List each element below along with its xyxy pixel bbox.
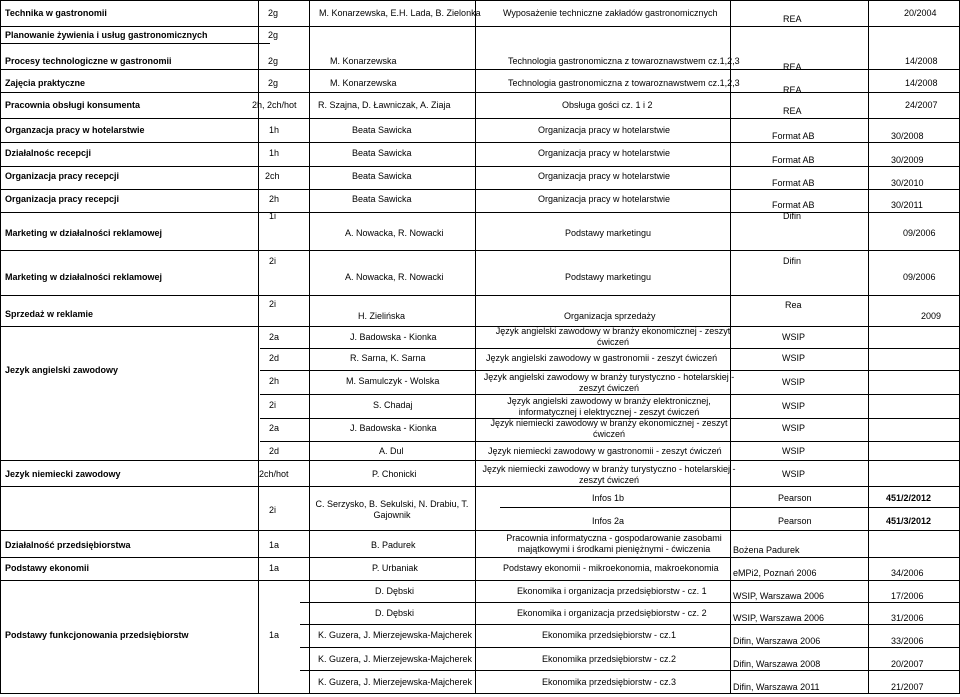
rule [0,693,960,694]
authors-cell: J. Badowska - Kionka [350,332,437,342]
publisher-cell: Difin, Warszawa 2006 [733,636,821,646]
title-cell: Organizacja pracy w hotelarstwie [538,194,671,204]
title-cell: Podstawy ekonomii - mikroekonomia, makroekonomia [503,563,719,573]
number-cell: 24/2007 [905,100,938,110]
authors-cell: D. Dębski [375,586,415,596]
number-cell: 2009 [921,311,942,321]
title-cell: Organizacja sprzedaży [564,311,656,321]
publisher-cell: Difin [783,256,802,266]
publisher-cell: WSIP [782,401,806,411]
title-cell: Język angielski zawodowy w branży elektronicznej, informatycznej i elektrycznej - zeszyt ćwiczeń [507,396,711,417]
publisher-cell: Format AB [772,131,815,141]
hours-cell: 2d [269,353,280,363]
rule [0,580,960,581]
rule [0,212,960,213]
hours-cell: 2g [268,30,279,40]
subject-cell: Podstawy funkcjonowania przedsiębiorstw [5,630,189,640]
title-cell: Infos 1b [592,493,625,503]
subject-cell: Procesy technologiczne w gastronomii [5,56,172,66]
number-cell: 09/2006 [903,272,936,282]
authors-cell: K. Guzera, J. Mierzejewska-Majcherek [318,630,473,640]
title-cell: Ekonomika i organizacja przedsiębiorstw - cz. 2 [517,608,707,618]
authors-cell: M. Konarzewska [330,78,397,88]
hours-cell: 1h [269,148,280,158]
title-cell: Ekonomika przedsiębiorstw - cz.2 [542,654,677,664]
authors-cell: P. Urbaniak [372,563,418,573]
title-cell: Język angielski zawodowy w branży turystyczno - hotelarskiej - zeszyt ćwiczeń [483,372,735,393]
publisher-cell: Difin, Warszawa 2011 [733,682,820,692]
authors-cell: M. Konarzewska, E.H. Lada, B. Zielonka [319,8,481,18]
hours-cell: 1a [269,630,280,640]
number-cell: 30/2010 [891,178,924,188]
title-cell: Język angielski zawodowy w branży ekonomicznej - zeszyt ćwiczeń [495,326,731,347]
subject-cell: Działalność przedsiębiorstwa [5,540,131,550]
authors-cell: B. Padurek [371,540,416,550]
title-cell: Język niemiecki zawodowy w gastronomii - zeszyt ćwiczeń [488,446,722,456]
hours-cell: 2i [269,299,277,309]
subject-cell: Jezyk niemiecki zawodowy [5,469,121,479]
rule [260,441,960,442]
publisher-cell: WSIP [782,353,806,363]
subject-cell: Planowanie żywienia i usług gastronomicznych [5,30,208,40]
title-cell: Ekonomika przedsiębiorstw - cz.3 [542,677,677,687]
rule [300,670,960,671]
rule [0,250,960,251]
number-cell: 31/2006 [891,613,924,623]
authors-cell: J. Badowska - Kionka [350,423,437,433]
publisher-cell: WSIP [782,377,806,387]
hours-cell: 2h, 2ch/hot [252,100,297,110]
rule [0,189,960,190]
title-cell: Język niemiecki zawodowy w branży ekonomicznej - zeszyt ćwiczeń [490,418,728,439]
rule [0,486,960,487]
title-cell: Ekonomika i organizacja przedsiębiorstw - cz. 1 [517,586,707,596]
authors-cell: Beata Sawicka [352,194,412,204]
publisher-cell: Rea [785,300,802,310]
publisher-cell: WSIP, Warszawa 2006 [733,591,825,601]
title-cell: Język niemiecki zawodowy w branży turystyczno - hotelarskiej - zeszyt ćwiczeń [482,464,736,485]
publisher-cell: REA [783,62,802,72]
title-cell: Podstawy marketingu [565,272,652,282]
hours-cell: 2h [269,194,280,204]
number-cell: 14/2008 [905,56,938,66]
publisher-cell: Bożena Padurek [733,545,800,555]
title-cell: Organizacja pracy w hotelarstwie [538,171,671,181]
number-cell: 30/2008 [891,131,924,141]
authors-cell: H. Zielińska [358,311,406,321]
rule [0,326,960,327]
rule [0,26,960,27]
publisher-cell: WSIP [782,423,806,433]
subject-cell: Marketing w działalności reklamowej [5,228,163,238]
publisher-cell: REA [783,106,802,116]
authors-cell: Beata Sawicka [352,125,412,135]
rule [300,624,960,625]
number-cell: 30/2011 [891,200,923,210]
rule [0,557,960,558]
number-cell: 30/2009 [891,155,924,165]
subject-cell: Technika w gastronomii [5,8,107,18]
rule [0,295,960,296]
hours-cell: 2g [268,8,279,18]
rule [475,0,476,694]
title-cell: Obsługa gości cz. 1 i 2 [562,100,653,110]
hours-cell: 2i [269,505,277,515]
title-cell: Wyposażenie techniczne zakładów gastronomicznych [503,8,718,18]
subject-cell: Organzacja pracy w hotelarstwie [5,125,145,135]
title-cell: Technologia gastronomiczna z towaroznawstwem cz.1,2,3 [508,56,740,66]
hours-cell: 2g [268,78,279,88]
rule [0,530,960,531]
authors-cell: R. Szajna, D. Ławniczak, A. Ziaja [318,100,451,110]
hours-cell: 2a [269,423,280,433]
rule [0,118,960,119]
title-cell: Pracownia informatyczna - gospodarowanie zasobami majątkowymi i środkami pieniężnymi - ćwiczenia [506,533,722,554]
publisher-cell: Format AB [772,178,815,188]
publisher-cell: Difin, Warszawa 2008 [733,659,821,669]
subject-cell: Organizacja pracy recepcji [5,171,120,181]
number-cell: 451/3/2012 [886,516,932,526]
authors-cell: A. Nowacka, R. Nowacki [345,272,444,282]
subject-cell: Pracownia obsługi konsumenta [5,100,141,110]
rule [868,0,869,694]
hours-cell: 2g [268,56,279,66]
number-cell: 09/2006 [903,228,936,238]
title-cell: Ekonomika przedsiębiorstw - cz.1 [542,630,677,640]
number-cell: 17/2006 [891,591,924,601]
publisher-cell: Format AB [772,200,815,210]
rule [0,460,960,461]
rule [0,92,960,93]
number-cell: 20/2004 [904,8,937,18]
rule [0,69,960,70]
title-cell: Podstawy marketingu [565,228,652,238]
title-cell: Infos 2a [592,516,625,526]
authors-cell: Beata Sawicka [352,171,412,181]
authors-cell: A. Nowacka, R. Nowacki [345,228,444,238]
number-cell: 451/2/2012 [886,493,932,503]
hours-cell: 2a [269,332,280,342]
publisher-cell: WSIP [782,446,806,456]
subject-cell: Podstawy ekonomii [5,563,90,573]
subject-cell: Zajęcia praktyczne [5,78,86,88]
subject-cell: Organizacja pracy recepcji [5,194,120,204]
subject-cell: Marketing w działalności reklamowej [5,272,163,282]
title-cell: Organizacja pracy w hotelarstwie [538,125,671,135]
number-cell: 33/2006 [891,636,924,646]
title-cell: Technologia gastronomiczna z towaroznawstwem cz.1,2,3 [508,78,740,88]
authors-cell: R. Sarna, K. Sarna [350,353,426,363]
publisher-cell: Pearson [778,516,812,526]
rule [309,0,310,694]
authors-cell: K. Guzera, J. Mierzejewska-Majcherek [318,654,473,664]
authors-cell: M. Samulczyk - Wolska [346,376,440,386]
number-cell: 14/2008 [905,78,938,88]
authors-cell: K. Guzera, J. Mierzejewska-Majcherek [318,677,473,687]
publisher-cell: REA [783,85,802,95]
title-cell: Język angielski zawodowy w gastronomii - zeszyt ćwiczeń [486,353,718,363]
subject-cell: Sprzedaż w reklamie [5,309,94,319]
rule [0,0,960,1]
rule [260,370,960,371]
authors-cell: P. Chonicki [372,469,417,479]
subject-cell: Jezyk angielski zawodowy [5,365,119,375]
authors-cell: A. Dul [379,446,404,456]
title-cell: Organizacja pracy w hotelarstwie [538,148,671,158]
hours-cell: 2d [269,446,280,456]
hours-cell: 2i [269,256,277,266]
hours-cell: 2i [269,400,277,410]
hours-cell: 1a [269,540,280,550]
publisher-cell: Format AB [772,155,815,165]
rule [0,142,960,143]
publisher-cell: WSIP [782,469,806,479]
subject-cell: Działalnośc recepcji [5,148,92,158]
authors-cell: D. Dębski [375,608,415,618]
publisher-cell: eMPi2, Poznań 2006 [733,568,817,578]
authors-cell: S. Chadaj [373,400,413,410]
publisher-cell: WSIP, Warszawa 2006 [733,613,825,623]
hours-cell: 1h [269,125,280,135]
hours-cell: 2h [269,376,280,386]
rule [260,348,960,349]
rule [0,0,1,694]
authors-cell: C. Serzysko, B. Sekulski, N. Drabiu, T. Gajownik [315,499,469,520]
hours-cell: 2ch/hot [259,469,289,479]
number-cell: 21/2007 [891,682,924,692]
publisher-cell: Difin [783,211,802,221]
hours-cell: 1i [269,211,277,221]
authors-cell: M. Konarzewska [330,56,397,66]
rule [300,647,960,648]
authors-cell: Beata Sawicka [352,148,412,158]
hours-cell: 1a [269,563,280,573]
hours-cell: 2ch [265,171,280,181]
number-cell: 34/2006 [891,568,924,578]
rule [300,602,960,603]
rule [0,166,960,167]
publisher-cell: REA [783,14,802,24]
number-cell: 20/2007 [891,659,924,669]
rule [0,43,270,44]
rule [260,394,960,395]
publisher-cell: WSIP [782,332,806,342]
publisher-cell: Pearson [778,493,812,503]
